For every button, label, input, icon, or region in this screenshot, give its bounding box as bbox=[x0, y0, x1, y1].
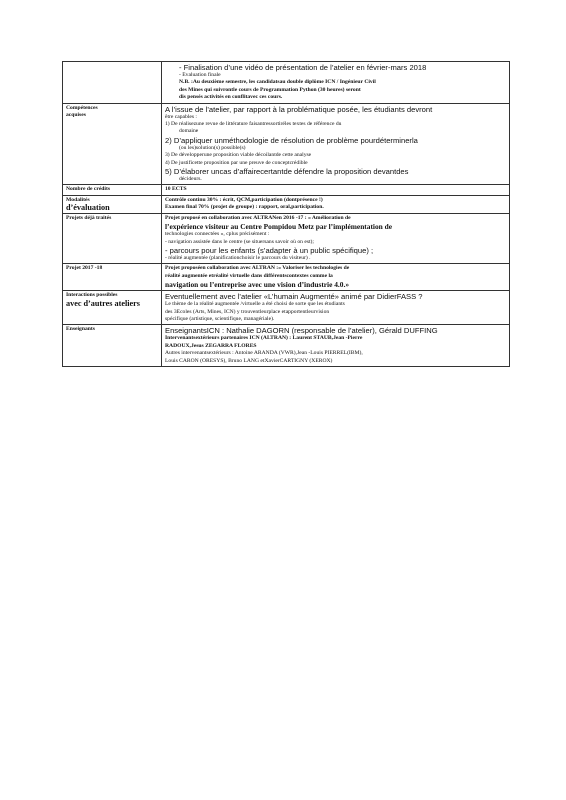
row-credits bbox=[63, 185, 510, 195]
row-enseignants bbox=[63, 325, 510, 367]
text-line: Eventuellement avec l’atelier «L’humain Augmenté» animé par DidierFASS ? bbox=[165, 292, 423, 302]
text-line: réalité augmentée etréalité virtuelle dans différentscontextes comme la bbox=[165, 272, 333, 279]
label-cell-credits bbox=[63, 185, 162, 195]
label-cell-enseignants bbox=[63, 325, 162, 367]
text-line: Projet proposé en collaboration avec ALTRANen 2016 -17 : « Amélioration de bbox=[165, 214, 351, 221]
text-line: - réalité augmentée (planificationchoisir le parcours du visiteur) . bbox=[165, 254, 311, 261]
row-modalites bbox=[63, 195, 510, 213]
text-line: 2) D’appliquer unméthodologie de résolution de problème pourdéterminerla bbox=[165, 135, 418, 145]
text-line: domaine bbox=[179, 128, 199, 135]
label-text: Modalités bbox=[66, 196, 90, 203]
content-cell-enseignants bbox=[162, 325, 510, 367]
text-line: navigation ou l’entreprise avec une vision d’industrie 4.0.» bbox=[165, 280, 350, 290]
content-cell-interactions bbox=[162, 291, 510, 325]
text-line: l’expérience visiteur au Centre Pompidou Metz par l’implémentation de bbox=[165, 222, 393, 232]
text-line: 3) De développerune proposition viable décoilantde cette analyse bbox=[165, 152, 312, 159]
row-projet-2017-18 bbox=[63, 264, 510, 291]
content-cell-continuation bbox=[162, 62, 510, 104]
content-cell-modalites bbox=[162, 195, 510, 213]
label-text: acquises bbox=[66, 112, 86, 119]
text-line: - Finalisation d’une vidéo de présentation de l’atelier en février-mars 2018 bbox=[179, 63, 427, 72]
text-line: Projet proposéen collaboration avec ALTRAN :« Valoriser les technologies de bbox=[165, 265, 350, 272]
text-line: - parcours pour les enfants (s’adapter à un public spécifique) ; bbox=[165, 245, 374, 255]
row-competences bbox=[63, 103, 510, 185]
text-line: 5) D’élaborer uncas d’affairecertantde défendre la proposition devantdes bbox=[165, 167, 409, 177]
label-text: Projets déjà traités bbox=[66, 214, 112, 221]
text-line: A l’issue de l’atelier, par rapport à la problématique posée, les étudiants devront bbox=[165, 104, 433, 114]
content-cell-competences bbox=[162, 103, 510, 185]
label-cell-projet-2017 bbox=[63, 264, 162, 291]
content-cell-projet-2017 bbox=[162, 264, 510, 291]
text-line: spécifique (artistique, scientifique, managériale). bbox=[165, 315, 275, 322]
text-line: - Évaluation finale bbox=[179, 72, 221, 78]
label-text: Enseignants bbox=[66, 326, 95, 333]
row-continuation bbox=[63, 62, 510, 104]
text-line: EnseignantsICN : Nathalie DAGORN (responsable de l’atelier), Gérald DUFFING bbox=[165, 326, 438, 336]
label-text: Compétences bbox=[66, 104, 98, 111]
credits-value: 10 ECTS bbox=[165, 186, 187, 193]
text-line: RADOUX,Jesus ZEGARRA FLORES bbox=[165, 342, 257, 349]
text-line: Le thème de la réalité augmentée /virtuelle a été choisi de sorte que les étudiants bbox=[165, 301, 345, 308]
text-line: technologies connectées », cplus précisément : bbox=[165, 231, 270, 238]
text-line: Contrôle continu 30% : écrit, QCM,participation (dontprésence !) bbox=[165, 196, 323, 203]
text-line: décideurs. bbox=[179, 176, 202, 183]
text-line: - navigation assistée dans le centre (se situersans savoir où on est); bbox=[165, 238, 314, 245]
label-text: Nombre de crédits bbox=[66, 186, 111, 193]
text-line: 4) De justificette proposition par une preuve de conceptcrédible bbox=[165, 159, 308, 166]
text-line: Intervenantsextérieurs partenaires ICN (ALTRAN) : Laurent STAUB,Jean -Pierre bbox=[165, 335, 363, 342]
content-cell-credits bbox=[162, 185, 510, 195]
text-line: N.B. :Au deuxième semestre, les candidatsau double diplôme ICN / Ingénieur Civil bbox=[179, 79, 376, 86]
label-text: avec d’autres ateliers bbox=[66, 299, 140, 307]
row-interactions bbox=[63, 291, 510, 325]
label-text: d’évaluation bbox=[66, 204, 110, 212]
label-cell-empty bbox=[63, 62, 162, 104]
course-table bbox=[62, 61, 510, 367]
text-line: Louis CARON (ORESYS), Bruno LANG etXavierCARTIGNY (XEROX) bbox=[165, 357, 333, 364]
label-cell-projets-deja bbox=[63, 213, 162, 264]
label-cell-interactions bbox=[63, 291, 162, 325]
text-line: Examen final 70% (projet de groupe) : rapport, oral,participation. bbox=[165, 204, 324, 211]
text-line: dis pensés activités en conflitavec ces cours. bbox=[179, 94, 283, 101]
label-cell-modalites bbox=[63, 195, 162, 213]
text-line: des 3Écoles (Arts, Mines, ICN) y trouventleurplace etapportentleurvision bbox=[165, 308, 330, 315]
text-line: 1) De réalisezune revue de littérature faisantressortiréles textes de référence du bbox=[165, 121, 342, 128]
label-cell-competences bbox=[63, 103, 162, 185]
label-text: Projet 2017 -18 bbox=[66, 265, 103, 272]
label-text: Interactions possibles bbox=[66, 292, 118, 299]
text-line: Autres intervenantsextérieurs : Antoine ARANDA (VWR),Jean -Louis PIERREL(IBM), bbox=[165, 350, 363, 357]
text-line: des Mines qui suivrontle cours de Programmation Python (30 heures) seront bbox=[179, 86, 361, 93]
row-projets-deja-traites bbox=[63, 213, 510, 264]
text-line: (ou les)solution(s) possible(s) bbox=[179, 144, 246, 151]
content-cell-projets-deja bbox=[162, 213, 510, 264]
text-line: être capables : bbox=[165, 113, 197, 120]
